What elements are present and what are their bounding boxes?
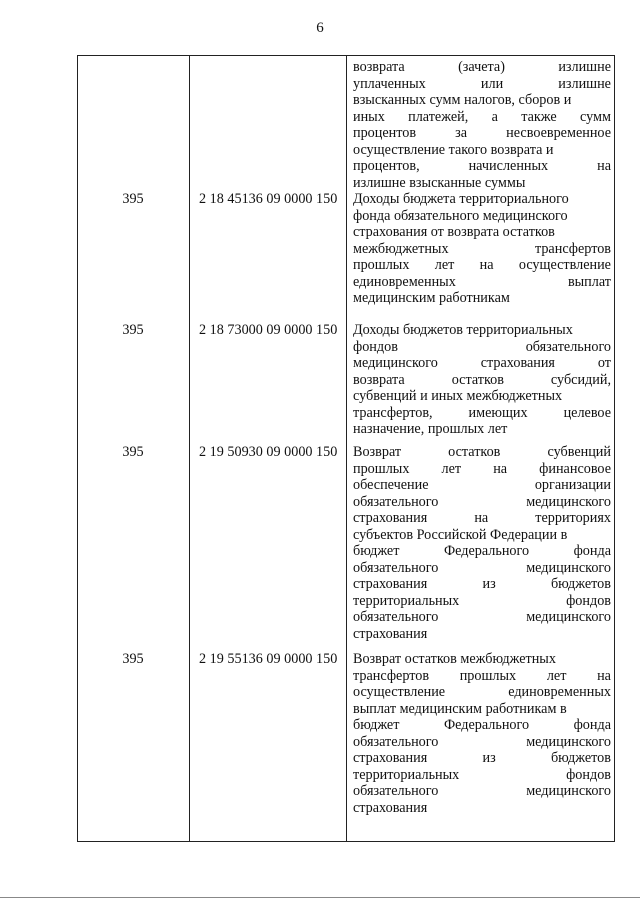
description-word: иных — [353, 108, 385, 125]
description-word: обязательного — [353, 733, 439, 750]
description-word: межбюджетных — [353, 240, 449, 257]
admin-code: 395 — [122, 191, 144, 207]
description-line — [353, 125, 611, 142]
description-word: Доходы бюджета территориального — [353, 191, 569, 207]
description-word: фонда обязательного медицинского — [353, 207, 568, 224]
description-word: фонда — [573, 543, 611, 559]
description-word: субъектов Российской Федерации в — [353, 526, 568, 543]
revenue-description — [353, 444, 611, 642]
description-line — [353, 405, 611, 422]
description-line — [353, 593, 611, 610]
description-word: на — [479, 257, 494, 273]
description-word: территориальных — [353, 592, 460, 609]
description-line — [353, 158, 611, 175]
description-word: лет — [546, 667, 567, 684]
description-word: от — [597, 355, 611, 371]
description-word: медицинского — [526, 733, 611, 750]
description-word: бюджетов — [550, 750, 611, 766]
description-word: лет — [434, 257, 455, 273]
description-word: процентов — [353, 125, 417, 141]
description-word: Возврат остатков межбюджетных — [353, 651, 556, 667]
budget-class-code: 2 18 73000 09 0000 150 — [199, 322, 338, 338]
description-line — [353, 477, 611, 494]
description-word: начисленных — [468, 158, 549, 174]
description-word: несвоевременное — [506, 125, 611, 141]
description-word: фондов — [566, 766, 611, 783]
description-line — [353, 800, 611, 817]
description-line — [353, 576, 611, 593]
description-line — [353, 626, 611, 643]
revenue-description — [353, 191, 611, 307]
description-line — [353, 560, 611, 577]
description-word: медицинского — [526, 783, 611, 799]
description-word: на — [474, 510, 489, 526]
description-word: на — [597, 158, 611, 174]
description-word: осуществление такого возврата и — [353, 141, 554, 158]
description-line — [353, 543, 611, 560]
page-bottom-rule — [0, 897, 640, 898]
description-word: обязательного — [353, 609, 439, 625]
description-word: возврата — [353, 59, 405, 75]
description-word: прошлых — [459, 667, 517, 684]
description-word: излишне — [558, 75, 611, 92]
description-word: осуществление — [518, 257, 611, 273]
description-word: обязательного — [353, 559, 439, 576]
description-line — [353, 444, 611, 461]
description-word: излишне взысканные суммы — [353, 174, 526, 191]
description-line — [353, 109, 611, 126]
description-word: субсидий, — [550, 371, 611, 388]
description-word: медицинским работникам — [353, 290, 510, 306]
description-line — [353, 241, 611, 258]
description-word: осуществление — [353, 684, 446, 700]
description-word: Федерального — [443, 717, 530, 733]
description-word: за — [455, 125, 468, 141]
budget-class-code: 2 18 45136 09 0000 150 — [199, 191, 338, 207]
column-divider-1 — [189, 56, 190, 841]
description-word: трансфертов — [353, 667, 430, 684]
description-word: трансфертов — [534, 240, 611, 257]
description-word: Доходы бюджетов территориальных — [353, 322, 573, 338]
description-word: субвенций и иных межбюджетных — [353, 388, 563, 404]
description-word: страхования — [480, 355, 555, 371]
description-line — [353, 355, 611, 372]
description-word: излишне — [558, 59, 611, 75]
continuation-description — [353, 59, 611, 191]
description-word: обеспечение — [353, 477, 429, 493]
description-line — [353, 510, 611, 527]
description-line — [353, 339, 611, 356]
description-word: страхования — [353, 750, 428, 766]
description-line — [353, 224, 611, 241]
description-word: также — [521, 108, 557, 125]
page-number: 6 — [316, 20, 324, 36]
description-line — [353, 208, 611, 225]
description-word: субвенций — [547, 444, 611, 460]
description-word: а — [491, 108, 498, 125]
description-line — [353, 527, 611, 544]
description-word: фондов — [353, 338, 398, 355]
description-word: остатков — [451, 371, 504, 388]
description-word: территориях — [535, 510, 611, 526]
description-word: трансфертов, — [353, 404, 433, 421]
budget-class-code: 2 19 50930 09 0000 150 — [199, 444, 338, 460]
description-word: страхования — [353, 799, 428, 816]
description-line — [353, 783, 611, 800]
description-word: финансовое — [539, 460, 611, 477]
description-line — [353, 668, 611, 685]
description-word: фондов — [566, 592, 611, 609]
description-word: страхования — [353, 510, 428, 526]
description-word: процентов, — [353, 158, 420, 174]
description-line — [353, 372, 611, 389]
description-word: медицинского — [526, 609, 611, 625]
admin-code: 395 — [122, 322, 144, 338]
description-word: выплат — [567, 273, 611, 290]
description-word: обязательного — [525, 338, 611, 355]
description-word: организации — [534, 477, 611, 493]
description-word: остатков — [448, 444, 501, 460]
description-line — [353, 494, 611, 511]
description-word: или — [480, 75, 504, 92]
description-word: лет — [441, 460, 462, 477]
revenue-description — [353, 651, 611, 816]
description-word: медицинского — [526, 493, 611, 510]
admin-code: 395 — [122, 651, 144, 667]
description-line — [353, 59, 611, 76]
description-line — [353, 274, 611, 291]
description-line — [353, 750, 611, 767]
description-word: прошлых — [353, 460, 410, 477]
description-line — [353, 92, 611, 109]
description-word: Возврат — [353, 444, 402, 460]
description-line — [353, 322, 611, 339]
budget-class-code: 2 19 55136 09 0000 150 — [199, 651, 338, 667]
description-line — [353, 717, 611, 734]
description-line — [353, 175, 611, 192]
description-word: медицинского — [353, 355, 438, 371]
description-word: фонда — [573, 717, 611, 733]
description-line — [353, 142, 611, 159]
description-line — [353, 421, 611, 438]
description-word: назначение, прошлых лет — [353, 421, 508, 437]
description-word: на — [597, 667, 611, 684]
description-word: сумм — [580, 108, 611, 125]
description-word: обязательного — [353, 493, 439, 510]
description-line — [353, 257, 611, 274]
description-word: целевое — [563, 404, 611, 421]
description-word: возврата — [353, 371, 405, 388]
description-word: страхования — [353, 576, 428, 592]
description-line — [353, 609, 611, 626]
description-word: прошлых — [353, 257, 410, 273]
description-line — [353, 76, 611, 93]
description-line — [353, 290, 611, 307]
description-word: выплат медицинским работникам в — [353, 700, 567, 717]
budget-codes-table — [77, 55, 615, 842]
description-word: страхования от возврата остатков — [353, 224, 555, 240]
admin-code: 395 — [122, 444, 144, 460]
description-word: взысканных сумм налогов, сборов и — [353, 92, 572, 108]
description-word: бюджет — [353, 543, 400, 559]
description-line — [353, 684, 611, 701]
description-word: обязательного — [353, 783, 439, 799]
description-word: уплаченных — [353, 75, 426, 92]
description-line — [353, 701, 611, 718]
description-line — [353, 734, 611, 751]
description-word: из — [482, 576, 496, 592]
description-line — [353, 461, 611, 478]
description-word: медицинского — [526, 559, 611, 576]
revenue-description — [353, 322, 611, 438]
description-word: Федерального — [443, 543, 530, 559]
description-line — [353, 191, 611, 208]
description-word: единовременных — [508, 684, 611, 700]
description-word: бюджет — [353, 717, 400, 733]
description-word: на — [493, 460, 508, 477]
description-word: страхования — [353, 625, 428, 642]
description-word: (зачета) — [458, 59, 505, 75]
description-word: единовременных — [353, 273, 456, 290]
description-word: из — [482, 750, 496, 766]
description-word: территориальных — [353, 766, 460, 783]
description-word: имеющих — [468, 404, 528, 421]
description-line — [353, 388, 611, 405]
description-word: платежей, — [408, 108, 469, 125]
description-line — [353, 651, 611, 668]
description-word: бюджетов — [550, 576, 611, 592]
description-line — [353, 767, 611, 784]
